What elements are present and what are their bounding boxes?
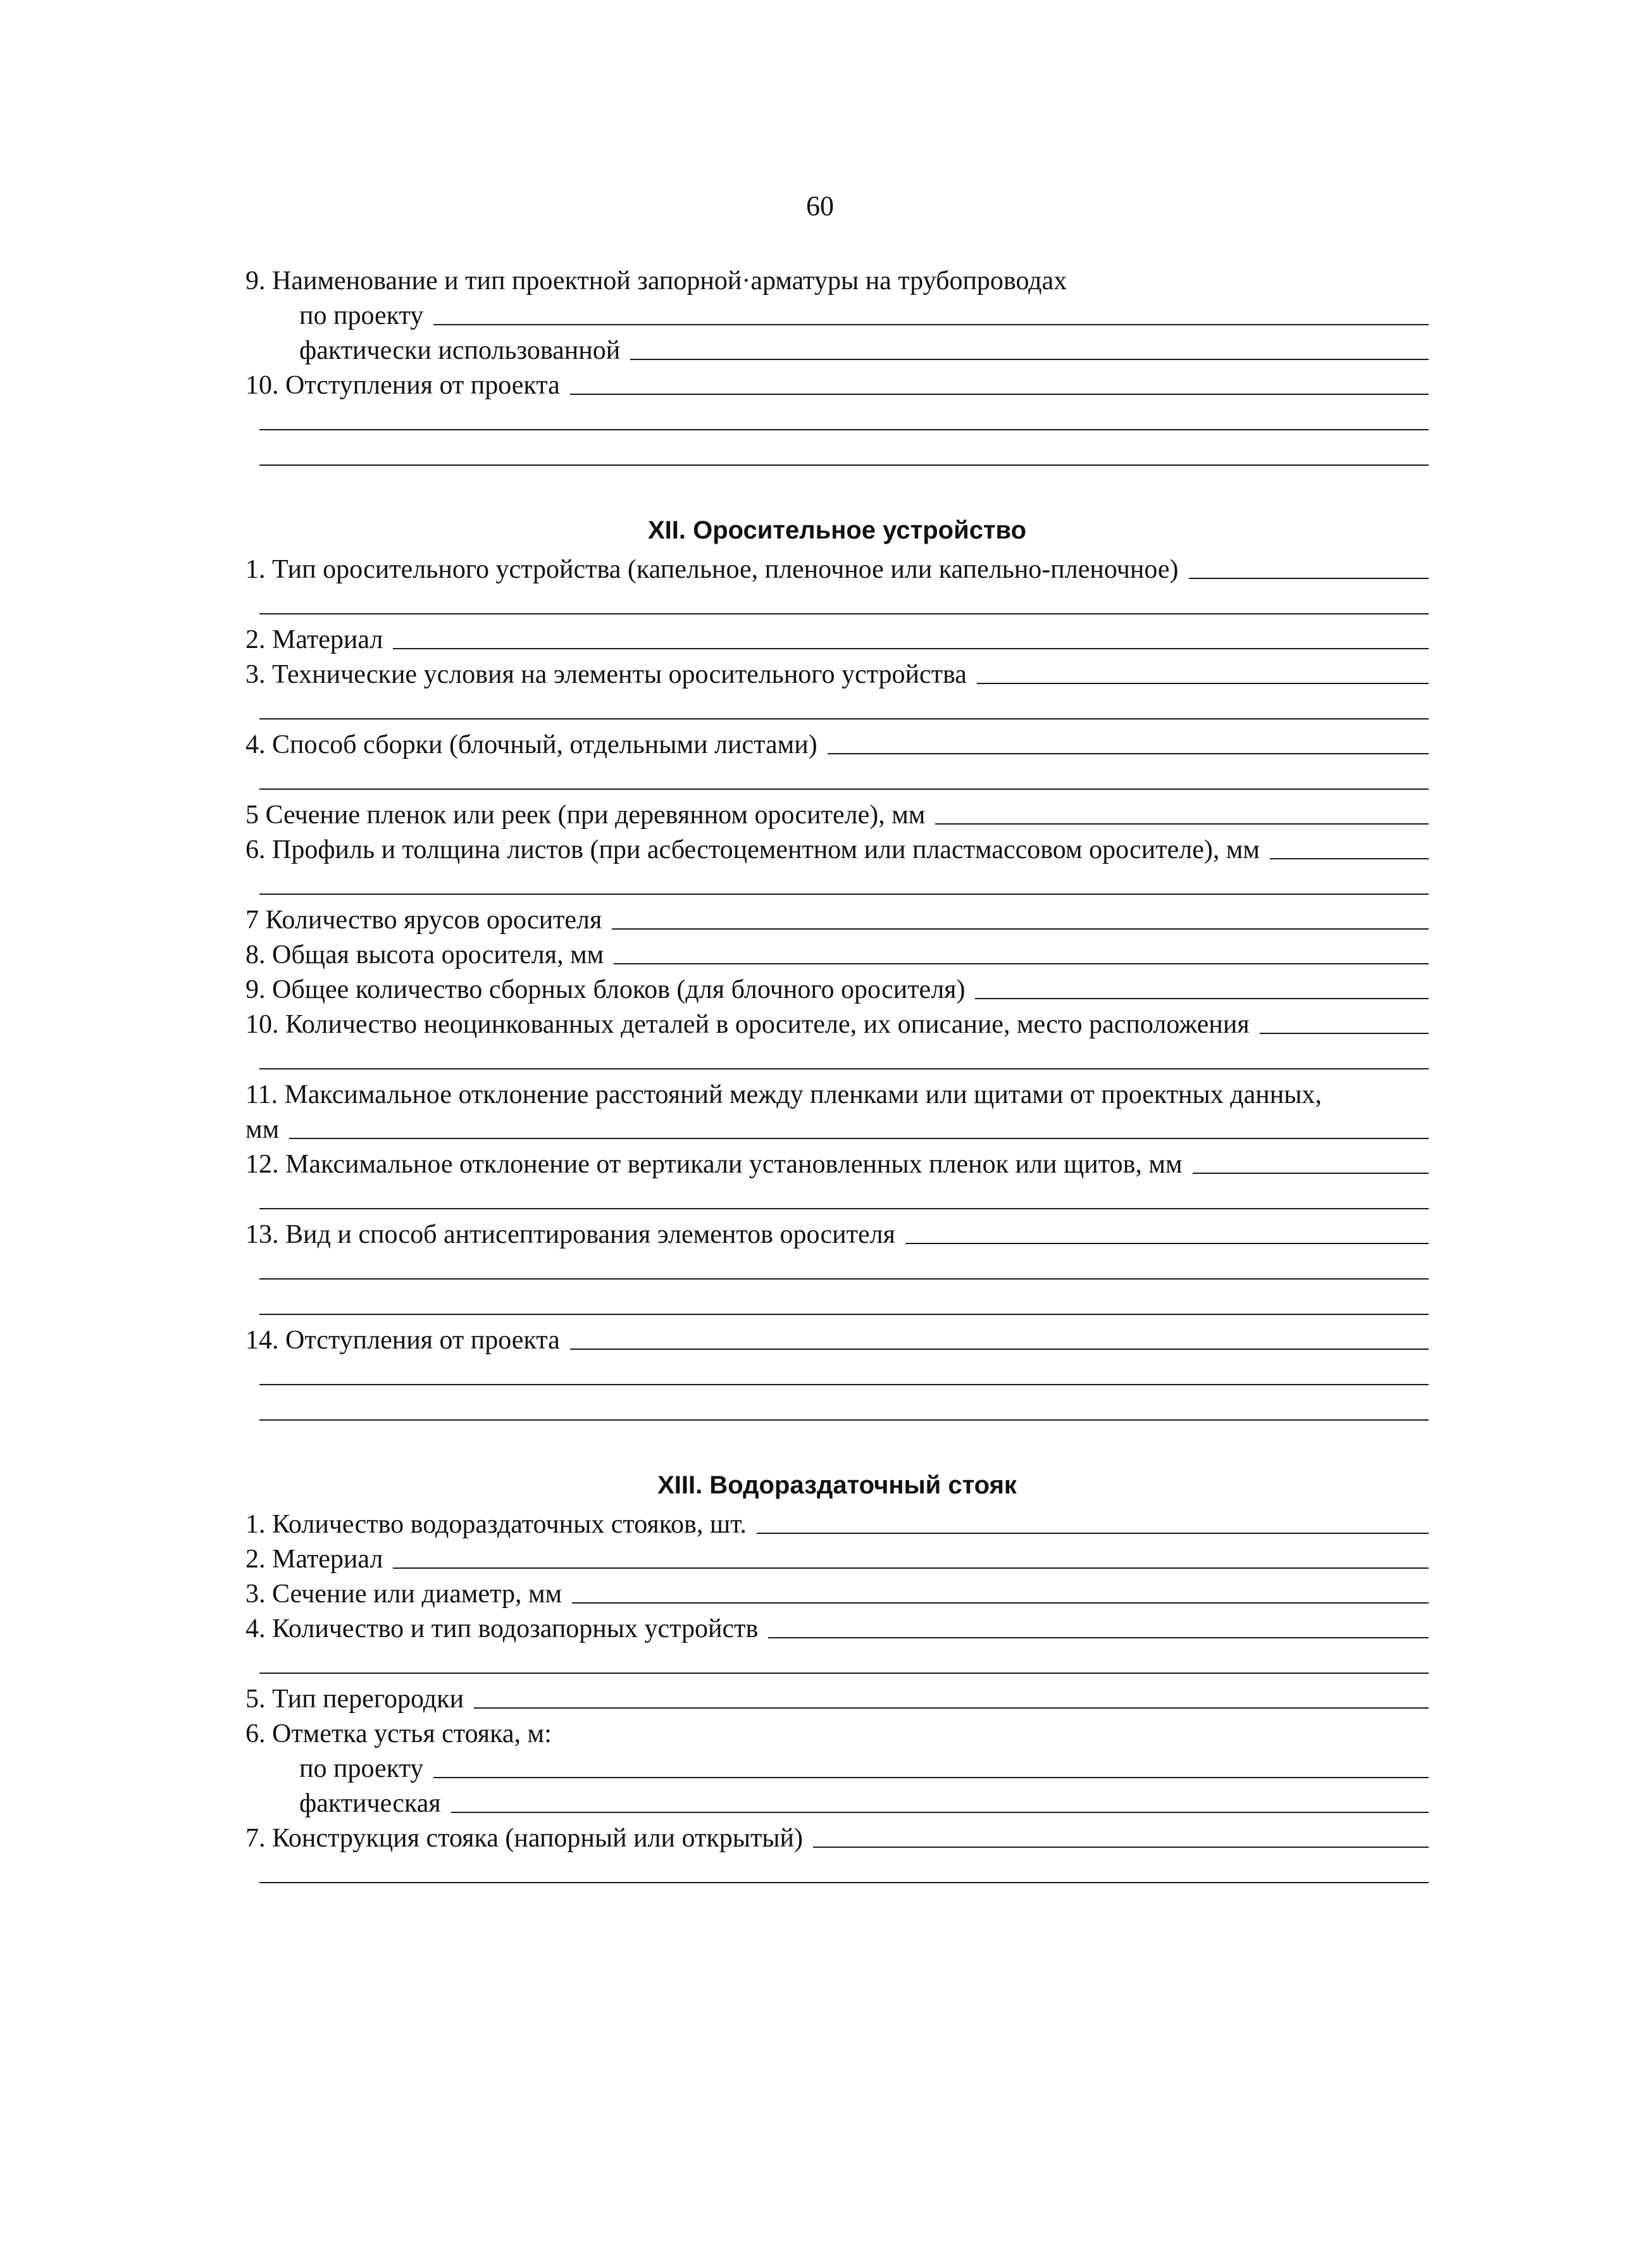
item-label: 2. Материал — [245, 625, 383, 654]
fill-line[interactable] — [259, 1881, 1429, 1883]
item-label: 7. Конструкция стояка (напорный или открытый) — [245, 1824, 803, 1853]
item-label: 8. Общая высота оросителя, мм — [245, 940, 604, 969]
form-line — [245, 549, 1429, 584]
fill-line[interactable] — [977, 682, 1429, 684]
fill-line[interactable] — [393, 1567, 1429, 1569]
blank-line — [245, 1390, 1429, 1426]
form-line — [245, 725, 1429, 759]
fill-line[interactable] — [570, 393, 1429, 395]
blank-line — [245, 435, 1429, 471]
fill-line[interactable] — [905, 1242, 1429, 1244]
fill-line[interactable] — [1189, 577, 1429, 579]
fill-line[interactable] — [259, 1278, 1429, 1280]
form-line — [245, 296, 1429, 330]
blank-line — [245, 400, 1429, 435]
form-line — [245, 830, 1429, 864]
item-label: 9. Наименование и тип проектной запорной·арматуры на трубопроводах — [245, 266, 1067, 296]
item-label: 4. Количество и тип водозапорных устройств — [245, 1614, 759, 1643]
item-label: 7 Количество ярусов оросителя — [245, 906, 602, 935]
form-line — [245, 261, 1429, 296]
form-line — [245, 1609, 1429, 1643]
form-line — [245, 1504, 1429, 1539]
blank-line — [245, 1643, 1429, 1679]
blank-line — [245, 1355, 1429, 1390]
form-line — [245, 900, 1429, 935]
fill-line[interactable] — [259, 1672, 1429, 1674]
fill-line[interactable] — [768, 1636, 1429, 1638]
form-line — [245, 654, 1429, 689]
item-label: по проекту — [299, 301, 424, 330]
section-heading: XII. Оросительное устройство — [647, 516, 1027, 544]
form-line — [245, 1783, 1429, 1818]
fill-line[interactable] — [259, 893, 1429, 895]
item-label: 10. Количество неоцинкованных деталей в оросителе, их описание, место расположения — [245, 1010, 1250, 1039]
section-heading: XIII. Водораздаточный стояк — [657, 1471, 1017, 1499]
item-label: 5 Сечение пленок или реек (при деревянном оросителе), мм — [245, 801, 926, 830]
form-line — [245, 620, 1429, 654]
fill-line[interactable] — [259, 788, 1429, 790]
item-label: 1. Количество водораздаточных стояков, шт. — [245, 1510, 747, 1539]
blank-line — [245, 1039, 1429, 1075]
fill-line[interactable] — [975, 997, 1429, 999]
form-content — [245, 261, 1429, 1888]
form-line — [245, 1539, 1429, 1574]
form-line — [245, 935, 1429, 969]
fill-line[interactable] — [630, 358, 1429, 360]
fill-line[interactable] — [393, 647, 1429, 649]
item-label: 1. Тип оросительного устройства (капельное, пленочное или капельно-пленочное) — [245, 555, 1179, 584]
item-label: 11. Максимальное отклонение расстояний между пленками или щитами от проектных данных, — [245, 1080, 1322, 1109]
fill-line[interactable] — [259, 1383, 1429, 1385]
item-label: мм — [245, 1115, 280, 1144]
item-label: 6. Профиль и толщина листов (при асбестоцементном или пластмассовом оросителе), мм — [245, 835, 1260, 864]
item-label: 10. Отступления от проекта — [245, 371, 560, 400]
item-label: фактически использованной — [299, 336, 621, 365]
fill-line[interactable] — [433, 1776, 1429, 1778]
fill-line[interactable] — [259, 1068, 1429, 1069]
fill-line[interactable] — [1260, 1032, 1429, 1034]
form-line — [245, 1574, 1429, 1609]
item-label: 9. Общее количество сборных блоков (для блочного оросителя) — [245, 975, 966, 1004]
item-label: 3. Технические условия на элементы оросительного устройства — [245, 660, 967, 689]
fill-line[interactable] — [259, 464, 1429, 466]
fill-line[interactable] — [612, 928, 1429, 930]
form-line — [245, 1075, 1429, 1109]
fill-line[interactable] — [614, 963, 1429, 964]
fill-line[interactable] — [259, 1419, 1429, 1421]
form-line — [245, 1748, 1429, 1783]
blank-line — [245, 689, 1429, 725]
form-line — [245, 330, 1429, 365]
fill-line[interactable] — [259, 1207, 1429, 1209]
form-line — [245, 1214, 1429, 1249]
form-line — [245, 1679, 1429, 1714]
form-line — [245, 1004, 1429, 1039]
item-label: 14. Отступления от проекта — [245, 1326, 560, 1355]
page-number: 60 — [806, 190, 834, 221]
form-line — [245, 1818, 1429, 1853]
blank-line — [245, 1179, 1429, 1214]
item-label: 13. Вид и способ антисептирования элементов оросителя — [245, 1220, 895, 1249]
fill-line[interactable] — [474, 1707, 1429, 1709]
fill-line[interactable] — [757, 1532, 1429, 1534]
form-line — [245, 1714, 1429, 1748]
form-line — [245, 365, 1429, 400]
item-label: 6. Отметка устья стояка, м: — [245, 1719, 552, 1748]
fill-line[interactable] — [828, 752, 1429, 754]
fill-line[interactable] — [572, 1602, 1429, 1604]
fill-line[interactable] — [259, 613, 1429, 614]
form-line — [245, 1109, 1429, 1144]
blank-line — [245, 1853, 1429, 1888]
blank-line — [245, 584, 1429, 620]
blank-line — [245, 1285, 1429, 1320]
fill-line[interactable] — [935, 823, 1429, 825]
fill-line[interactable] — [259, 718, 1429, 720]
blank-line — [245, 864, 1429, 900]
blank-line — [245, 1249, 1429, 1285]
fill-line[interactable] — [1193, 1172, 1429, 1174]
fill-line[interactable] — [289, 1137, 1429, 1139]
item-label: по проекту — [299, 1754, 424, 1783]
item-label: 5. Тип перегородки — [245, 1685, 464, 1714]
form-line — [245, 795, 1429, 830]
item-label: 2. Материал — [245, 1545, 383, 1574]
form-line — [245, 1320, 1429, 1355]
form-line — [245, 1144, 1429, 1179]
fill-line[interactable] — [259, 1313, 1429, 1315]
fill-line[interactable] — [433, 323, 1429, 325]
fill-line[interactable] — [1270, 857, 1429, 859]
fill-line[interactable] — [570, 1348, 1429, 1350]
item-label: 3. Сечение или диаметр, мм — [245, 1580, 562, 1609]
fill-line[interactable] — [813, 1846, 1429, 1848]
fill-line[interactable] — [451, 1811, 1429, 1813]
item-label: фактическая — [299, 1789, 441, 1818]
form-line — [245, 969, 1429, 1004]
item-label: 4. Способ сборки (блочный, отдельными листами) — [245, 730, 817, 759]
fill-line[interactable] — [259, 428, 1429, 430]
blank-line — [245, 759, 1429, 795]
item-label: 12. Максимальное отклонение от вертикали установленных пленок или щитов, мм — [245, 1150, 1183, 1179]
